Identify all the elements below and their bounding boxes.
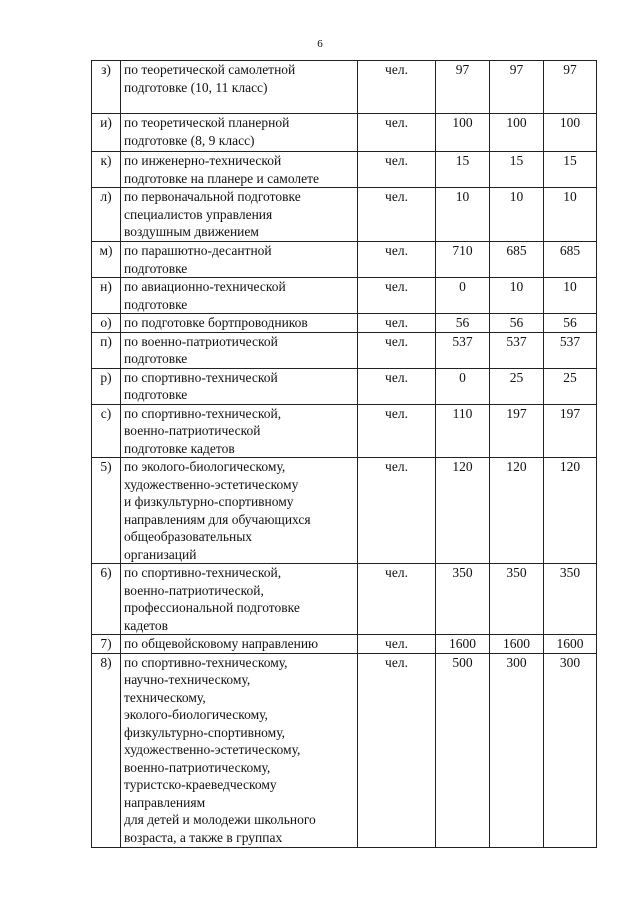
row-name: по парашютно-десантной подготовке: [121, 242, 358, 278]
row-value-3: 25: [544, 368, 597, 404]
row-value-1: 0: [436, 278, 490, 314]
row-unit: чел.: [358, 653, 436, 847]
row-value-2: 25: [490, 368, 544, 404]
row-name: по эколого-биологическому, художественно-эстетическому и физкультурно-спортивному направлениям для обучающихся общеобразовательных организаций: [121, 458, 358, 564]
row-value-1: 100: [436, 114, 490, 152]
row-name: по военно-патриотической подготовке: [121, 332, 358, 368]
row-index: 5): [92, 458, 121, 564]
row-unit: чел.: [358, 314, 436, 333]
row-value-2: 537: [490, 332, 544, 368]
row-value-1: 110: [436, 404, 490, 458]
row-name: по авиационно-технической подготовке: [121, 278, 358, 314]
row-value-1: 120: [436, 458, 490, 564]
row-value-1: 350: [436, 564, 490, 635]
row-index: н): [92, 278, 121, 314]
row-name: по теоретической планерной подготовке (8, 9 класс): [121, 114, 358, 152]
row-value-2: 56: [490, 314, 544, 333]
row-name: по теоретической самолетной подготовке (10, 11 класс): [121, 61, 358, 114]
row-unit: чел.: [358, 114, 436, 152]
table-row: [92, 368, 597, 404]
table-row: [92, 114, 597, 152]
row-value-1: 1600: [436, 635, 490, 654]
row-index: с): [92, 404, 121, 458]
row-value-3: 15: [544, 152, 597, 188]
row-unit: чел.: [358, 368, 436, 404]
row-index: з): [92, 61, 121, 114]
row-value-2: 197: [490, 404, 544, 458]
row-value-3: 97: [544, 61, 597, 114]
row-name: по спортивно-технической подготовке: [121, 368, 358, 404]
table-row: [92, 242, 597, 278]
row-value-1: 97: [436, 61, 490, 114]
row-value-3: 10: [544, 188, 597, 242]
row-value-3: 100: [544, 114, 597, 152]
row-value-2: 300: [490, 653, 544, 847]
row-value-1: 10: [436, 188, 490, 242]
row-value-3: 537: [544, 332, 597, 368]
table-row: [92, 404, 597, 458]
row-index: п): [92, 332, 121, 368]
row-value-2: 10: [490, 278, 544, 314]
table-row: [92, 564, 597, 635]
row-value-3: 685: [544, 242, 597, 278]
table-row: [92, 188, 597, 242]
row-index: 7): [92, 635, 121, 654]
row-unit: чел.: [358, 188, 436, 242]
row-unit: чел.: [358, 564, 436, 635]
table-row: [92, 314, 597, 333]
row-value-1: 500: [436, 653, 490, 847]
row-index: р): [92, 368, 121, 404]
row-name: по спортивно-технической, военно-патриотической подготовке кадетов: [121, 404, 358, 458]
row-name: по подготовке бортпроводников: [121, 314, 358, 333]
row-index: 6): [92, 564, 121, 635]
table-row: [92, 152, 597, 188]
table-row: [92, 332, 597, 368]
row-value-2: 120: [490, 458, 544, 564]
row-value-3: 1600: [544, 635, 597, 654]
row-value-1: 537: [436, 332, 490, 368]
row-name: по общевойсковому направлению: [121, 635, 358, 654]
row-value-1: 710: [436, 242, 490, 278]
data-table: [91, 60, 597, 848]
row-value-3: 350: [544, 564, 597, 635]
page-number: 6: [317, 38, 323, 50]
row-unit: чел.: [358, 404, 436, 458]
row-value-3: 10: [544, 278, 597, 314]
row-unit: чел.: [358, 635, 436, 654]
row-index: 8): [92, 653, 121, 847]
table-row: [92, 653, 597, 847]
row-index: к): [92, 152, 121, 188]
row-unit: чел.: [358, 242, 436, 278]
row-value-1: 0: [436, 368, 490, 404]
row-name: по спортивно-технической, военно-патриотической, профессиональной подготовке кадетов: [121, 564, 358, 635]
row-index: о): [92, 314, 121, 333]
row-value-2: 97: [490, 61, 544, 114]
table-row: [92, 458, 597, 564]
row-value-2: 10: [490, 188, 544, 242]
row-unit: чел.: [358, 61, 436, 114]
row-value-2: 15: [490, 152, 544, 188]
row-index: м): [92, 242, 121, 278]
row-name: по спортивно-техническому, научно-техническому, техническому, эколого-биологическому, физкультурно-спортивному, художественно-эстетическому, военно-патриотическому, туристско-краеведческому направлениям для детей и молодежи школьного возраста, а также в группах: [121, 653, 358, 847]
row-unit: чел.: [358, 278, 436, 314]
row-value-1: 56: [436, 314, 490, 333]
row-value-2: 350: [490, 564, 544, 635]
row-name: по первоначальной подготовке специалистов управления воздушным движением: [121, 188, 358, 242]
table-row: [92, 278, 597, 314]
row-value-2: 685: [490, 242, 544, 278]
row-index: л): [92, 188, 121, 242]
row-value-3: 56: [544, 314, 597, 333]
table-row: [92, 61, 597, 114]
row-unit: чел.: [358, 152, 436, 188]
row-value-2: 1600: [490, 635, 544, 654]
row-value-3: 300: [544, 653, 597, 847]
row-value-2: 100: [490, 114, 544, 152]
row-value-1: 15: [436, 152, 490, 188]
row-name: по инженерно-технической подготовке на планере и самолете: [121, 152, 358, 188]
row-index: и): [92, 114, 121, 152]
row-unit: чел.: [358, 332, 436, 368]
row-value-3: 197: [544, 404, 597, 458]
table-row: [92, 635, 597, 654]
row-unit: чел.: [358, 458, 436, 564]
row-value-3: 120: [544, 458, 597, 564]
